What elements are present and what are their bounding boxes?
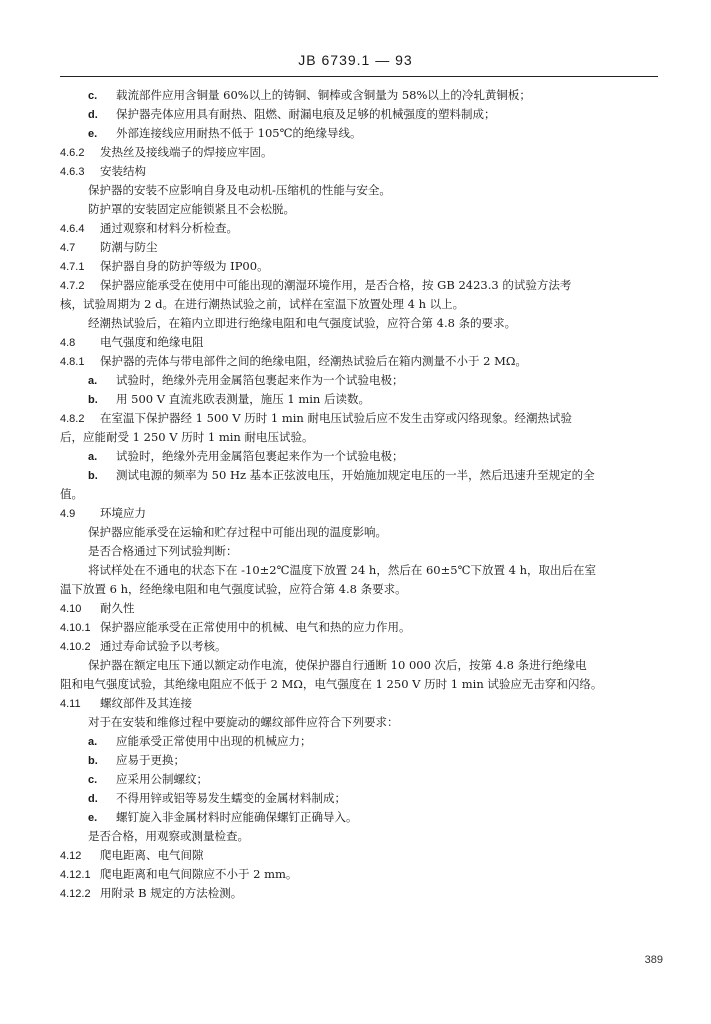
item-label: d. xyxy=(88,109,98,121)
text-line xyxy=(60,257,660,276)
line-text: 保护器在额定电压下通以额定动作电流，使保护器自行通断 10 000 次后，按第 4.8 条进行绝缘电 xyxy=(88,658,587,672)
section-number: 4.7 xyxy=(60,242,76,254)
text-line xyxy=(60,637,660,656)
line-text: 防护罩的安装固定应能锁紧且不会松脱。 xyxy=(88,202,295,216)
line-text: 安装结构 xyxy=(100,164,146,178)
item-label: e. xyxy=(88,812,98,824)
line-text: 保护器的安装不应影响自身及电动机-压缩机的性能与安全。 xyxy=(88,183,391,197)
line-text: 在室温下保护器经 1 500 V 历时 1 min 耐电压试验后应不发生击穿或闪络现象。经潮热试验 xyxy=(100,411,572,425)
item-label: a. xyxy=(88,375,98,387)
text-line xyxy=(60,86,660,105)
section-number: 4.6.4 xyxy=(60,223,85,235)
text-line xyxy=(60,789,660,808)
text-line xyxy=(60,618,660,637)
text-line xyxy=(60,352,660,371)
section-number: 4.8.2 xyxy=(60,413,85,425)
text-line xyxy=(60,485,660,504)
line-text: 爬电距离和电气间隙应不小于 2 mm。 xyxy=(100,867,298,881)
line-text: 经潮热试验后，在箱内立即进行绝缘电阻和电气强度试验，应符合第 4.8 条的要求。 xyxy=(88,316,517,330)
text-line xyxy=(60,219,660,238)
line-text: 是否合格，用观察或测量检查。 xyxy=(88,829,249,843)
item-label: b. xyxy=(88,470,98,482)
text-line xyxy=(60,105,660,124)
section-number: 4.12.2 xyxy=(60,888,91,900)
text-line xyxy=(60,523,660,542)
section-number: 4.8 xyxy=(60,337,76,349)
section-number: 4.8.1 xyxy=(60,356,85,368)
text-line xyxy=(60,561,660,580)
line-text: 用附录 B 规定的方法检测。 xyxy=(100,886,243,900)
line-text: 将试样处在不通电的状态下在 -10±2℃温度下放置 24 h，然后在 60±5℃下放置 4 h，取出后在室 xyxy=(88,563,596,577)
page-number: 389 xyxy=(644,954,663,966)
section-number: 4.12.1 xyxy=(60,869,91,881)
text-line xyxy=(60,466,660,485)
document-body xyxy=(60,86,660,903)
text-line xyxy=(60,751,660,770)
section-number: 4.10.2 xyxy=(60,641,91,653)
text-line xyxy=(60,827,660,846)
text-line xyxy=(60,884,660,903)
text-line xyxy=(60,143,660,162)
text-line xyxy=(60,713,660,732)
section-number: 4.9 xyxy=(60,508,76,520)
text-line xyxy=(60,770,660,789)
line-text: 保护器应能承受在使用中可能出现的潮湿环境作用，是否合格，按 GB 2423.3 的试验方法考 xyxy=(100,278,572,292)
text-line xyxy=(60,846,660,865)
line-text: 用 500 V 直流兆欧表测量，施压 1 min 后读数。 xyxy=(116,392,370,406)
item-label: c. xyxy=(88,90,98,102)
text-line xyxy=(60,732,660,751)
text-line xyxy=(60,865,660,884)
text-line xyxy=(60,656,660,675)
section-number: 4.6.2 xyxy=(60,147,85,159)
text-line xyxy=(60,276,660,295)
text-line xyxy=(60,542,660,561)
line-text: 爬电距离、电气间隙 xyxy=(100,848,204,862)
line-text: 试验时，绝缘外壳用金属箔包裹起来作为一个试验电极； xyxy=(116,373,404,387)
line-text: 通过观察和材料分析检查。 xyxy=(100,221,238,235)
text-line xyxy=(60,314,660,333)
line-text: 核，试验周期为 2 d。在进行潮热试验之前，试样在室温下放置处理 4 h 以上。 xyxy=(60,297,465,311)
line-text: 保护器自身的防护等级为 IP00。 xyxy=(100,259,269,273)
text-line xyxy=(60,390,660,409)
line-text: 不得用锌或铝等易发生蠕变的金属材料制成； xyxy=(116,791,346,805)
text-line xyxy=(60,428,660,447)
text-line xyxy=(60,124,660,143)
section-number: 4.10.1 xyxy=(60,622,91,634)
text-line xyxy=(60,295,660,314)
item-label: b. xyxy=(88,394,98,406)
line-text: 通过寿命试验予以考核。 xyxy=(100,639,227,653)
line-text: 保护器应能承受在正常使用中的机械、电气和热的应力作用。 xyxy=(100,620,411,634)
text-line xyxy=(60,371,660,390)
section-number: 4.11 xyxy=(60,698,81,710)
line-text: 阻和电气强度试验，其绝缘电阻应不低于 2 MΩ，电气强度在 1 250 V 历时 1 min 试验应无击穿和闪络。 xyxy=(60,677,603,691)
text-line xyxy=(60,200,660,219)
line-text: 保护器应能承受在运输和贮存过程中可能出现的温度影响。 xyxy=(88,525,387,539)
item-label: b. xyxy=(88,755,98,767)
text-line xyxy=(60,808,660,827)
text-line xyxy=(60,162,660,181)
item-label: a. xyxy=(88,451,98,463)
section-number: 4.6.3 xyxy=(60,166,85,178)
text-line xyxy=(60,447,660,466)
text-line xyxy=(60,504,660,523)
text-line xyxy=(60,599,660,618)
line-text: 对于在安装和维修过程中要旋动的螺纹部件应符合下列要求： xyxy=(88,715,399,729)
line-text: 电气强度和绝缘电阻 xyxy=(100,335,204,349)
line-text: 应采用公制螺纹； xyxy=(116,772,208,786)
line-text: 防潮与防尘 xyxy=(100,240,158,254)
text-line xyxy=(60,333,660,352)
section-number: 4.12 xyxy=(60,850,82,862)
text-line xyxy=(60,181,660,200)
line-text: 外部连接线应用耐热不低于 105℃的绝缘导线。 xyxy=(116,126,362,140)
line-text: 应能承受正常使用中出现的机械应力； xyxy=(116,734,312,748)
text-line xyxy=(60,409,660,428)
line-text: 应易于更换； xyxy=(116,753,185,767)
item-label: d. xyxy=(88,793,98,805)
text-line xyxy=(60,694,660,713)
line-text: 测试电源的频率为 50 Hz 基本正弦波电压，开始施加规定电压的一半，然后迅速升至规定的全 xyxy=(116,468,595,482)
line-text: 载流部件应用含铜量 60%以上的铸铜、铜棒或含铜量为 58%以上的冷轧黄铜板； xyxy=(116,88,531,102)
text-line xyxy=(60,675,660,694)
line-text: 保护器壳体应用具有耐热、阻燃、耐漏电痕及足够的机械强度的塑料制成； xyxy=(116,107,496,121)
text-line xyxy=(60,238,660,257)
section-number: 4.7.1 xyxy=(60,261,85,273)
line-text: 发热丝及接线端子的焊接应牢固。 xyxy=(100,145,273,159)
section-number: 4.10 xyxy=(60,603,82,615)
line-text: 螺钉旋入非金属材料时应能确保螺钉正确导入。 xyxy=(116,810,358,824)
line-text: 后，应能耐受 1 250 V 历时 1 min 耐电压试验。 xyxy=(60,430,314,444)
item-label: a. xyxy=(88,736,98,748)
text-line xyxy=(60,580,660,599)
line-text: 螺纹部件及其连接 xyxy=(100,696,192,710)
item-label: c. xyxy=(88,774,98,786)
section-number: 4.7.2 xyxy=(60,280,85,292)
line-text: 保护器的壳体与带电部件之间的绝缘电阻，经潮热试验后在箱内测量不小于 2 MΩ。 xyxy=(100,354,527,368)
line-text: 环境应力 xyxy=(100,506,146,520)
line-text: 是否合格通过下列试验判断： xyxy=(88,544,238,558)
line-text: 温下放置 6 h，经绝缘电阻和电气强度试验，应符合第 4.8 条要求。 xyxy=(60,582,407,596)
item-label: e. xyxy=(88,128,98,140)
line-text: 试验时，绝缘外壳用金属箔包裹起来作为一个试验电极； xyxy=(116,449,404,463)
line-text: 耐久性 xyxy=(100,601,135,615)
document-header: JB 6739.1 — 93 xyxy=(298,52,413,68)
header-rule xyxy=(60,76,658,77)
line-text: 值。 xyxy=(60,487,83,501)
